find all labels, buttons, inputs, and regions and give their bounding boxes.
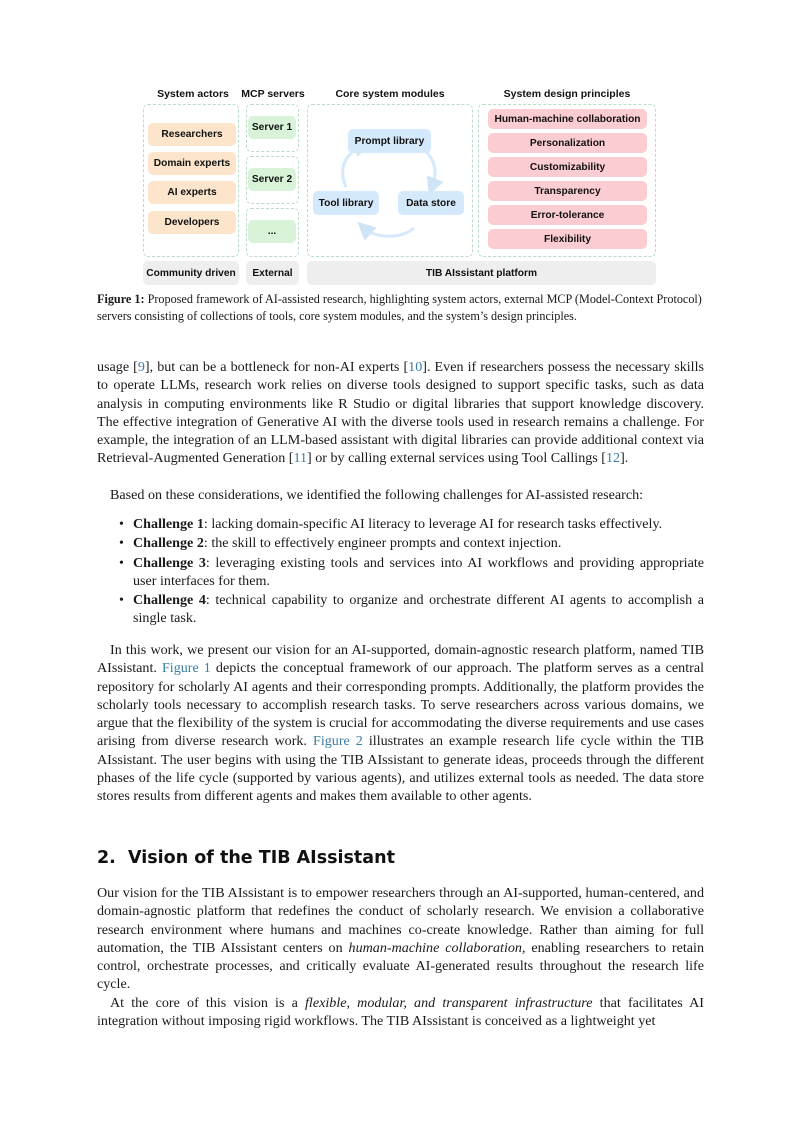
principle-personalization: Personalization [488,133,647,153]
citation-9[interactable]: 9 [137,359,145,375]
paragraph-3: In this work, we present our vision for an AI-supported, domain-agnostic research platform, named TIB AIssistant. Figure 1 depicts the conceptual framework of our approach. The platform serves as a central repository for scholarly AI agents and their corresponding prompts. Additionally, the platform provides the scholarly tools necessary to accomplish research tasks. To serve researchers across various domains, we argue that the flexibility of the system is crucial for accommodating the diverse requirements and use cases arising from diverse research work. Figure 2 illustrates an example research life cycle within the TIB AIssistant. The user begins with using the TIB AIssistant to generate ideas, proceeds through the different phases of the life cycle (supported by various agents), and utilizes external tools as needed. The data store stores results from different agents and makes them available to other agents. [97,642,705,805]
header-mcp-servers: MCP servers [241,88,305,100]
module-data-store: Data store [398,191,464,215]
actor-developers: Developers [148,211,236,234]
list-item: • Challenge 4: technical capability to organize and orchestrate different AI agents to accomplish a single task. [119,592,704,627]
caption-text: Proposed framework of AI-assisted research, highlighting system actors, external MCP (Model-Context Protocol) servers consisting of collections of tools, core system modules, and the system’s design principles. [97,292,702,323]
actor-domain-experts: Domain experts [148,152,236,175]
server-2: Server 2 [248,168,296,191]
principle-flexibility: Flexibility [488,229,647,249]
principle-error-tolerance: Error-tolerance [488,205,647,225]
citation-10[interactable]: 10 [408,359,423,375]
principle-customizability: Customizability [488,157,647,177]
header-system-actors: System actors [157,88,229,100]
footer-community-driven: Community driven [143,261,239,285]
challenges-list [115,515,704,628]
list-item: • Challenge 3: leveraging existing tools and services into AI workflows and providing appropriate user interfaces for them. [119,554,704,589]
module-tool-library: Tool library [313,191,379,215]
module-prompt-library: Prompt library [348,129,431,153]
header-core-modules: Core system modules [335,88,445,100]
figure-caption [97,291,707,325]
figure-2-link[interactable]: Figure 2 [312,733,363,750]
footer-platform: TIB AIssistant platform [307,261,656,285]
paragraph-5: At the core of this vision is a flexible, modular, and transparent infrastructure that facilitates AI integration without imposing rigid workflows. The TIB AIssistant is conceived as a lightweight yet [97,995,704,1030]
figure-1-link[interactable]: Figure 1 [161,660,211,677]
section-heading: 2. Vision of the TIB AIssistant [97,848,395,868]
framework-figure [0,0,800,323]
actor-researchers: Researchers [148,123,236,146]
citation-11[interactable]: 11 [293,450,308,467]
list-item: • Challenge 1: lacking domain-specific AI literacy to leverage AI for research tasks effectively. [119,516,663,532]
paragraph-4: Our vision for the TIB AIssistant is to empower researchers through an AI-supported, human-centered, and domain-agnostic platform that redefines the conduct of scholarly research. We envision a collaborative research environment where humans and machines co-create knowledge. Rather than aiming for full automation, the TIB AIssistant centers on human-machine collaboration, enabling researchers to retain control, orchestrate processes, and critically evaluate AI-generated results throughout the research life cycle. [97,885,704,993]
citation-12[interactable]: 12 [606,450,621,467]
footer-external: External [246,261,299,285]
principle-human-machine: Human-machine collaboration [488,109,647,129]
list-item: • Challenge 2: the skill to effectively engineer prompts and context injection. [119,535,562,552]
module-cycle-arrows [306,104,472,257]
server-1: Server 1 [248,116,296,139]
caption-label: Figure 1: [97,292,145,306]
actor-ai-experts: AI experts [148,181,236,204]
principle-transparency: Transparency [488,181,647,201]
header-design-principles: System design principles [503,88,631,100]
paragraph-1: usage [9], but can be a bottleneck for non-AI experts [10]. Even if researchers possess the necessary skills to operate LLMs, research work relies on diverse tools designed to support specific tasks, such as data analysis in computing environments like R Studio or digital libraries that support knowledge discovery. The effective integration of Generative AI with the diverse tools used in research remains a challenge. For example, the integration of an LLM-based assistant with digital libraries can provide additional context via Retrieval-Augmented Generation [11] or by calling external services using Tool Callings [12]. [97,359,704,467]
paragraph-2: Based on these considerations, we identified the following challenges for AI-assisted research: [110,487,644,503]
server-more: ... [248,220,296,243]
